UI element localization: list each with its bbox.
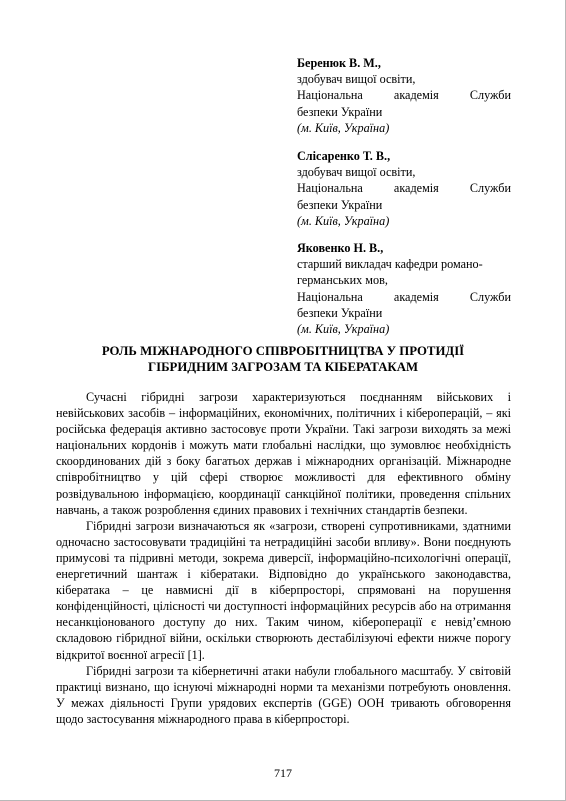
author-city: (м. Київ, Україна) (297, 213, 390, 228)
page-number: 717 (274, 766, 292, 780)
author-organization: Національна академія Служби (297, 88, 511, 103)
article-body (56, 389, 511, 727)
author-organization-cont: безпеки України (297, 305, 383, 320)
article-title (56, 344, 510, 375)
author-role: старший викладач кафедри романо- (297, 257, 483, 272)
author-organization: Національна академія Служби (297, 289, 511, 304)
body-paragraph: Сучасні гібридні загрози характеризуються поєднанням військових і невійськових засобів – інформаційних, економічних, політичних і кібероперацій, – які російська федерація активно застосовує проти України. Такі загрози виходять за межі національних кордонів і можуть мати глобальні наслідки, що зумовлює необхідність скоординованих дій з боку багатьох держав і міжнародних організацій. Міжнародне співробітництво у цій сфері створює можливості для ефективного обміну розвідувальною інформацією, координації санкційної політики, проведення спільних навчань, а також розроблення єдиних правових і технічних стандартів безпеки. (56, 390, 511, 517)
author-block (297, 240, 511, 337)
author-city: (м. Київ, Україна) (297, 322, 390, 337)
author-organization-cont: безпеки України (297, 104, 383, 119)
author-organization: Національна академія Служби (297, 181, 511, 196)
title-line: ГІБРИДНИМ ЗАГРОЗАМ ТА КІБЕРАТАКАМ (147, 359, 419, 374)
title-line: РОЛЬ МІЖНАРОДНОГО СПІВРОБІТНИЦТВА У ПРОТИДІЇ (101, 344, 465, 358)
author-name: Яковенко Н. В., (297, 241, 384, 255)
author-name: Слісаренко Т. В., (297, 149, 391, 163)
author-block (297, 55, 511, 136)
author-block (297, 148, 511, 229)
author-role: здобувач вищої освіти, (297, 72, 416, 87)
author-organization-cont: безпеки України (297, 197, 383, 212)
author-role: здобувач вищої освіти, (297, 165, 416, 180)
author-name: Беренюк В. М., (297, 56, 381, 70)
body-paragraph: Гібридні загрози та кібернетичні атаки набули глобального масштабу. У світовій практиці визнано, що існуючі міжнародні норми та механізми потребують оновлення. У межах діяльності Групи урядових експертів (GGE) ООН тривають обговорення щодо застосування міжнародного права в кіберпросторі. (56, 663, 511, 726)
author-role-cont: германських мов, (297, 273, 388, 288)
author-city: (м. Київ, Україна) (297, 120, 390, 135)
body-paragraph: Гібридні загрози визначаються як «загрози, створені супротивниками, здатними одночасно застосовувати традиційні та нетрадиційні засоби впливу». Вони поєднують примусові та підривні методи, зокрема диверсії, інформаційно-психологічні операції, енергетичний шантаж і кібератаки. Відповідно до українського законодавства, кібератака – це навмисні дії в кіберпросторі, спрямовані на порушення конфіденційності, цілісності чи доступності інформаційних ресурсів або на отримання несанкціонованого доступу до них. Таким чином, кібероперації є невід’ємною складовою гібридної війни, оскільки створюють дестабілізуючі ефекти нижче порогу відкритої воєнної агресії [1]. (56, 518, 511, 662)
